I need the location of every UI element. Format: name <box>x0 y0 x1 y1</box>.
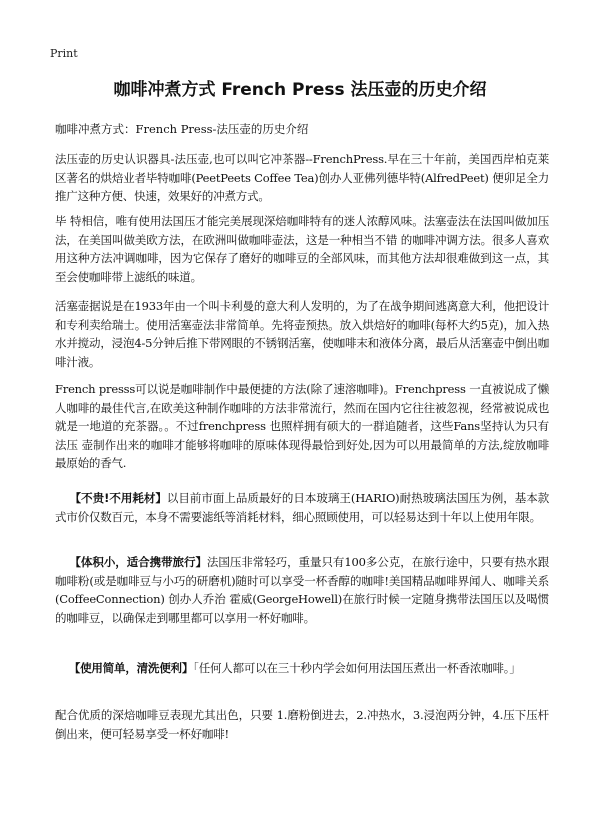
feature-cheap-heading: 【不贵!不用耗材】 <box>69 491 167 505</box>
feature-portable <box>55 553 549 627</box>
paragraph-history: 法压壶的历史认识器具-法压壶,也可以叫它冲茶器--FrenchPress.早在三十年前，美国西岸柏克莱区著名的烘焙业者毕特咖啡(PeetPeets Coffee Tea)创办人亚佛列德毕特(AlfredPeet) 便卯足全力推广这种方便、快速，效果好的冲煮方式。 <box>55 152 549 204</box>
article-subtitle: 咖啡冲煮方式：French Press-法压壶的历史介绍 <box>55 122 309 136</box>
feature-cheap <box>55 489 549 526</box>
feature-portable-heading: 【体积小，适合携带旅行】 <box>69 555 207 569</box>
feature-portable-text: 法国压非常轻巧，重量只有100多公克，在旅行途中，只要有热水跟咖啡粉(或是咖啡豆与小巧的研磨机)随时可以享受一杯香醇的咖啡!美国精品咖啡界闻人、咖啡关系(CoffeeConnection) 创办人乔治 霍威(GeorgeHowell)在旅行时候一定随身携带法国压以及喝惯的咖啡豆，以确保走到哪里都可以享用一杯好咖啡。 <box>55 555 550 625</box>
feature-easy <box>55 659 549 678</box>
paragraph-closing: 配合优质的深焙咖啡豆表现尤其出色，只要 1.磨粉倒进去，2.冲热水，3.浸泡两分钟，4.压下压杆倒出来，便可轻易享受一杯好咖啡! <box>55 708 549 741</box>
page-title: 咖啡冲煮方式 French Press 法压壶的历史介绍 <box>113 80 487 100</box>
paragraph-convenience: French presss可以说是咖啡制作中最便捷的方法(除了速溶咖啡)。Frenchpress 一直被说成了懒人咖啡的最佳代言,在欧美这种制作咖啡的方法非常流行，然而在国内它往往被忽视，经常被说成也就是一地道的充茶器。。不过frenchpress 也照样拥有硕大的一群追随者，这些Fans坚持认为只有法压 壶制作出来的咖啡才能够将咖啡的原味体现得最恰到好处,因为可以用最简单的方法,绽放咖啡最原始的香气. <box>55 382 549 471</box>
paragraph-invention: 活塞壶据说是在1933年由一个叫卡利曼的意大利人发明的，为了在战争期间逃离意大利，他把设计和专利卖给瑞士。使用活塞壶法非常简单。先将壶预热。放入烘焙好的咖啡(每杯大约5克)，加入热水并搅动，浸泡4-5分钟后推下带网眼的不锈钢活塞，使咖啡末和液体分离，最后从活塞壶中倒出咖啡汁液。 <box>55 299 549 369</box>
feature-cheap-text: 以目前市面上品质最好的日本玻璃王(HARIO)耐热玻璃法国压为例，基本款式市价仅数百元，本身不需要滤纸等消耗材料，细心照顾使用，可以轻易达到十年以上使用年限。 <box>55 491 549 524</box>
print-link[interactable]: Print <box>50 47 78 60</box>
feature-easy-heading: 【使用简单，清洗便利】 <box>68 661 194 675</box>
paragraph-flavor: 毕 特相信，唯有使用法国压才能完美展现深焙咖啡特有的迷人浓醇风味。法塞壶法在法国叫做加压法，在美国叫做美欧方法，在欧洲叫做咖啡壶法，这是一种相当不错 的咖啡冲调方法。很多人喜欢用这种方法冲调咖啡，因为它保存了磨好的咖啡豆的全部风味，而其他方法却很难做到这一点，其至会使咖啡带上滤纸的味道。 <box>55 214 549 284</box>
feature-easy-text: 「任何人都可以在三十秒内学会如何用法国压煮出一杯香浓咖啡。」 <box>193 661 521 675</box>
